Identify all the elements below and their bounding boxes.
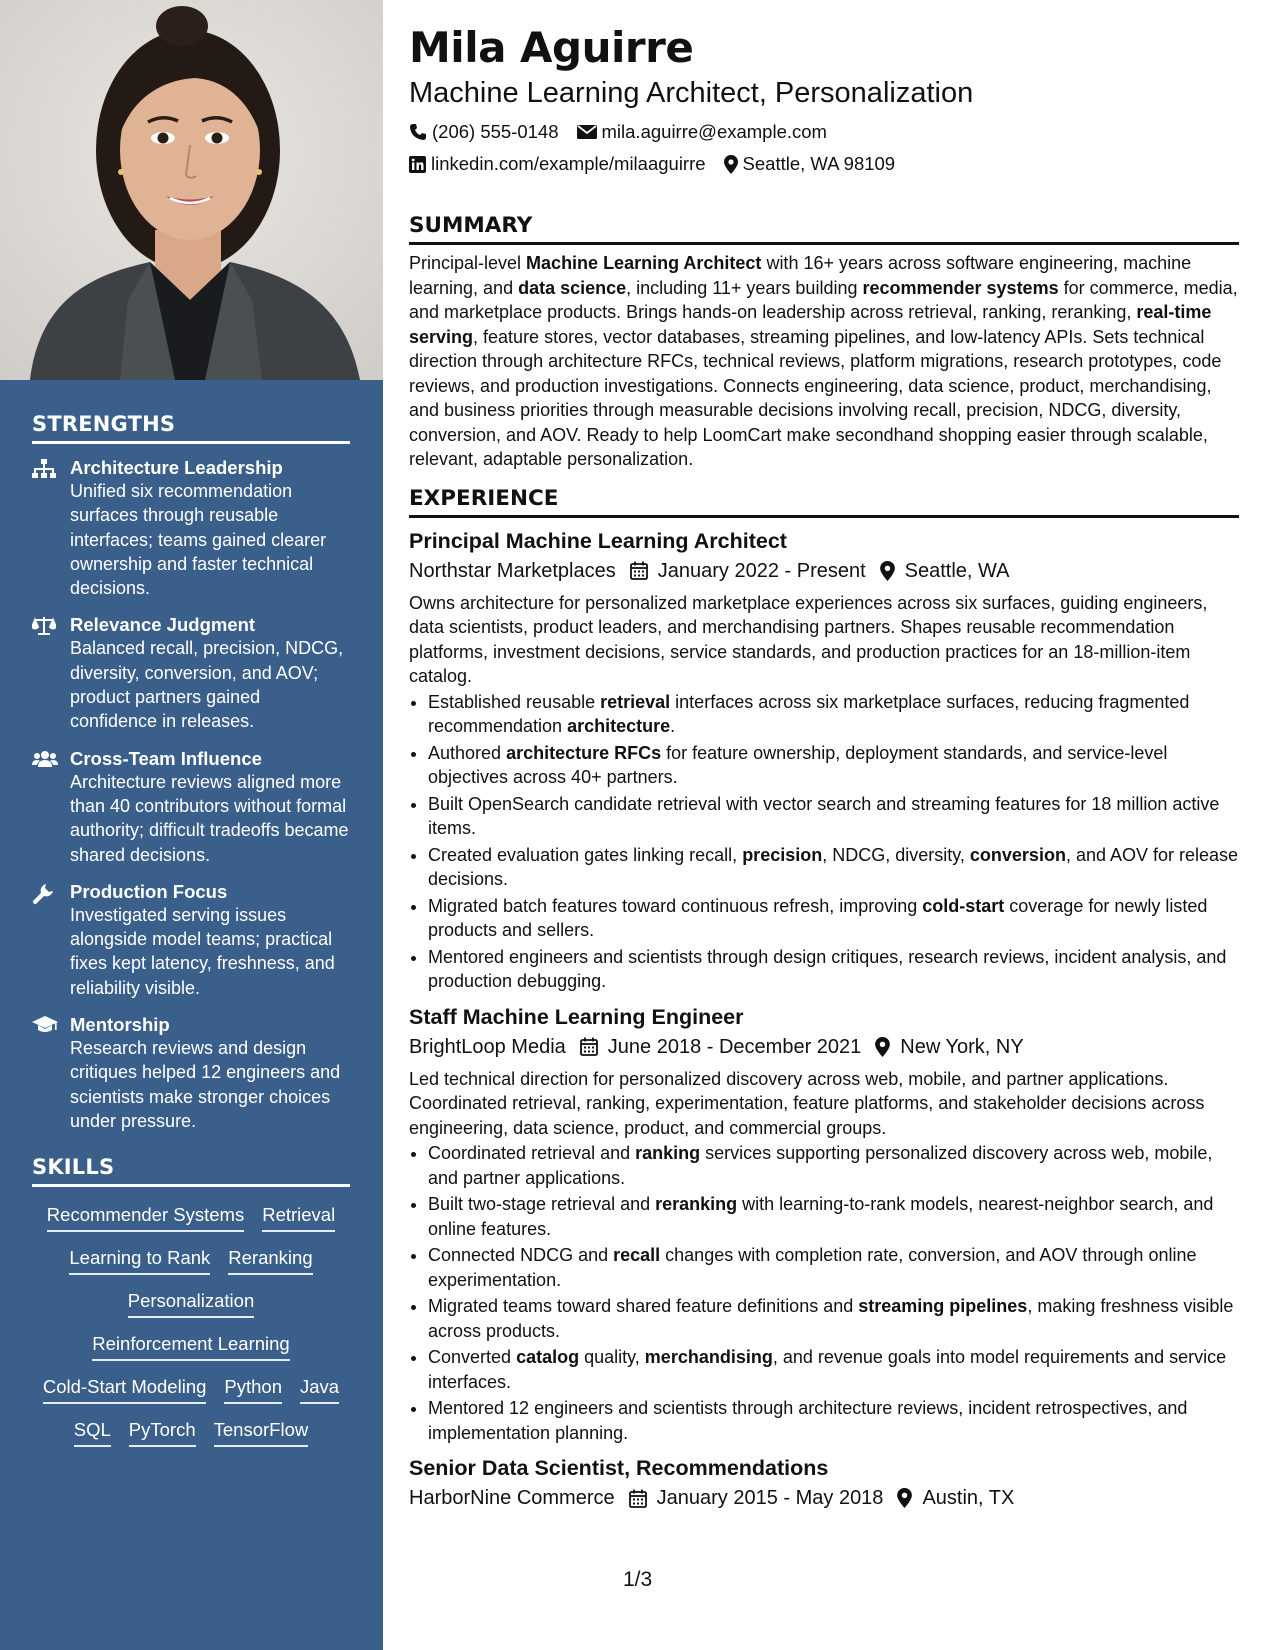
strengths-heading: STRENGTHS (32, 412, 350, 444)
skill-tag: SQL (74, 1418, 111, 1447)
profile-photo (0, 0, 383, 380)
skill-tag: Java (300, 1375, 339, 1404)
bold-text: catalog (516, 1347, 580, 1367)
graduation-cap-icon (32, 1013, 70, 1133)
text-segment: , and revenue goals into model requirements and service interfaces. (428, 1347, 1227, 1392)
job-meta (409, 1483, 1239, 1513)
text-segment: coverage for newly listed products and sellers. (428, 895, 1208, 940)
text-segment: , including 11+ years building (626, 277, 863, 298)
job-bullet (428, 1345, 1239, 1394)
bold-text: merchandising (644, 1347, 773, 1367)
job-location: New York, NY (875, 1032, 1023, 1062)
map-marker-icon (880, 561, 895, 581)
strength-title: Architecture Leadership (70, 457, 283, 478)
job-title: Principal Machine Learning Architect (409, 528, 787, 553)
text-segment: with 16+ years across software engineering, machine learning, and (409, 253, 1192, 298)
skill-tag: Reranking (228, 1246, 312, 1275)
sidebar (0, 0, 383, 1650)
strength-title: Cross-Team Influence (70, 747, 262, 769)
text-segment: , and AOV for release decisions. (428, 844, 1239, 889)
sitemap-icon (32, 456, 70, 600)
text-segment: . (670, 716, 676, 736)
strength-desc: Unified six recommendation surfaces through reusable interfaces; teams gained clearer ownership and faster technical decisions. (70, 481, 327, 599)
bold-text: retrieval (600, 691, 671, 712)
calendar-icon (580, 1037, 598, 1056)
text-segment: Migrated teams toward shared feature definitions and (428, 1296, 859, 1316)
text-segment: changes with completion rate, conversion, and AOV through online experimentation. (428, 1245, 1197, 1290)
wrench-icon (32, 880, 70, 1000)
candidate-title: Machine Learning Architect, Personalization (409, 77, 974, 109)
job-description: Owns architecture for personalized marketplace experiences across six surfaces, guiding engineers, data scientists, product leaders, and merchandising partners. Shapes reusable recommendation platforms, investment decisions, service standards, and production practices for an 18-million-item catalog. (409, 592, 1208, 686)
job-bullet (428, 1192, 1239, 1241)
job-dates: June 2018 - December 2021 (580, 1032, 862, 1062)
bold-text: precision (742, 844, 823, 865)
job-bullet (428, 792, 1239, 841)
job-entry (409, 1002, 1239, 1446)
text-segment: Migrated batch features toward continuous refresh, improving (428, 895, 923, 916)
strength-item (32, 613, 350, 733)
sidebar-content (32, 412, 350, 1461)
text-segment: , NDCG, diversity, (822, 844, 970, 865)
users-icon (32, 747, 70, 867)
strength-desc: Research reviews and design critiques helped 12 engineers and scientists make stronger choices under pressure. (70, 1038, 341, 1131)
text-segment: for feature ownership, deployment standards, and service-level objectives across 40+ partners. (428, 742, 1168, 787)
bold-text: reranking (655, 1194, 738, 1214)
text-segment: Built OpenSearch candidate retrieval with vector search and streaming features for 18 million active items. (428, 793, 1220, 838)
calendar-icon (630, 561, 648, 580)
candidate-name: Mila Aguirre (409, 23, 694, 72)
company-name: Northstar Marketplaces (409, 559, 616, 582)
job-bullet (428, 1141, 1239, 1190)
linkedin-contact[interactable] (409, 148, 706, 180)
strength-item (32, 456, 350, 600)
job-bullet (428, 843, 1239, 892)
text-segment: Principal-level (409, 253, 527, 273)
job-bullet (428, 1243, 1239, 1292)
strength-item (32, 1013, 350, 1133)
skill-tag: Python (224, 1375, 282, 1404)
bold-text: recall (613, 1245, 661, 1265)
experience-heading: EXPERIENCE (409, 486, 1239, 518)
strength-title: Mentorship (70, 1014, 170, 1036)
linkedin-icon (409, 156, 426, 173)
map-marker-icon (897, 1488, 912, 1508)
phone-contact[interactable] (409, 116, 559, 148)
email-address: mila.aguirre@example.com (601, 121, 827, 142)
text-segment: Established reusable (428, 691, 601, 712)
summary-text (409, 251, 1239, 472)
skill-tag: Retrieval (262, 1203, 335, 1232)
bold-text: Machine Learning Architect (526, 253, 762, 273)
strength-title: Relevance Judgment (70, 614, 256, 636)
contact-row (409, 116, 1239, 148)
map-marker-icon (875, 1037, 890, 1057)
job-title: Staff Machine Learning Engineer (409, 1004, 744, 1029)
job-bullet (428, 1396, 1239, 1445)
text-segment: Connected NDCG and (428, 1245, 614, 1265)
location-contact (724, 148, 896, 180)
job-bullet (428, 945, 1239, 994)
bold-text: architecture RFCs (506, 742, 662, 763)
text-segment: quality, (579, 1347, 645, 1367)
summary-heading: SUMMARY (409, 213, 1239, 245)
text-segment: Coordinated retrieval and (428, 1143, 636, 1163)
job-entry (409, 1453, 1239, 1513)
skills-list (32, 1203, 350, 1447)
skill-tag: Recommender Systems (47, 1203, 244, 1232)
text-segment: Built two-stage retrieval and (428, 1194, 656, 1214)
strength-item (32, 880, 350, 1000)
bold-text: recommender systems (862, 277, 1059, 298)
text-segment: interfaces across six marketplace surfaces, reducing fragmented recommendation (428, 691, 1190, 736)
linkedin-url: linkedin.com/example/milaaguirre (431, 153, 706, 174)
job-bullet (428, 690, 1239, 739)
company-name: BrightLoop Media (409, 1035, 566, 1058)
strength-title: Production Focus (70, 880, 228, 902)
phone-icon (409, 123, 427, 141)
strength-desc: Investigated serving issues alongside model teams; practical fixes kept latency, freshness, and reliability visible. (70, 904, 335, 998)
job-bullet (428, 894, 1239, 943)
location-text: Seattle, WA 98109 (742, 153, 896, 174)
text-segment: Created evaluation gates linking recall, (428, 844, 743, 865)
balance-scale-icon (32, 613, 70, 733)
text-segment: Mentored 12 engineers and scientists through architecture reviews, incident retrospectives, and implementation planning. (428, 1398, 1188, 1443)
job-title: Senior Data Scientist, Recommendations (409, 1456, 829, 1480)
envelope-icon (577, 124, 597, 140)
skill-tag: Learning to Rank (69, 1246, 210, 1275)
calendar-icon (629, 1489, 647, 1508)
job-location: Seattle, WA (880, 556, 1010, 586)
company-name: HarborNine Commerce (409, 1487, 615, 1509)
job-dates: January 2015 - May 2018 (629, 1483, 884, 1513)
job-location: Austin, TX (897, 1483, 1014, 1513)
job-meta (409, 556, 1239, 586)
text-segment: services supporting personalized discovery across web, mobile, and partner applications. (428, 1143, 1213, 1188)
bold-text: conversion (969, 844, 1066, 865)
text-segment: Authored (428, 742, 507, 763)
map-marker-icon (724, 155, 738, 174)
job-bullet (428, 741, 1239, 790)
contact-row (409, 148, 1239, 180)
skill-tag: Reinforcement Learning (92, 1332, 289, 1361)
text-segment: , making freshness visible across products. (428, 1296, 1234, 1341)
strength-desc: Architecture reviews aligned more than 40 contributors without formal authority; difficult tradeoffs became shared decisions. (70, 771, 349, 865)
main-content (409, 20, 1239, 1518)
phone-number: (206) 555-0148 (432, 121, 559, 142)
text-segment: Mentored engineers and scientists through design critiques, research reviews, incident analysis, and production debugging. (428, 946, 1227, 991)
bold-text: ranking (635, 1143, 701, 1163)
bold-text: architecture (567, 716, 671, 736)
job-description: Led technical direction for personalized discovery across web, mobile, and partner applications. Coordinated retrieval, ranking, experimentation, feature platforms, and stakeholder decisions across engineering, data science, product, and commercial groups. (409, 1068, 1205, 1138)
job-bullet (428, 1294, 1239, 1343)
bold-text: streaming pipelines (858, 1296, 1028, 1316)
experience-list (409, 526, 1239, 1514)
skill-tag: PyTorch (129, 1418, 196, 1447)
job-dates: January 2022 - Present (630, 556, 866, 586)
bold-text: cold-start (922, 895, 1005, 916)
job-bullets (409, 690, 1239, 994)
text-segment: with learning-to-rank models, nearest-neighbor search, and online features. (428, 1194, 1214, 1239)
text-segment: for commerce, media, and marketplace products. Brings hands-on leadership across retrieval, ranking, reranking, (409, 277, 1238, 322)
job-entry (409, 526, 1239, 994)
strength-item (32, 747, 350, 867)
skill-tag: Cold-Start Modeling (43, 1375, 207, 1404)
email-contact[interactable] (577, 116, 827, 148)
strength-desc: Balanced recall, precision, NDCG, diversity, conversion, and AOV; product partners gained confidence in releases. (70, 638, 344, 732)
bold-text: data science (518, 277, 627, 298)
skill-tag: Personalization (128, 1289, 255, 1318)
text-segment: , feature stores, vector databases, streaming pipelines, and low-latency APIs. Sets technical direction through architecture RFCs, technical reviews, platform migrations, research prototypes, code reviews, and production investigations. Connects engineering, data science, product, merchandising, and business priorities through measurable decisions involving recall, precision, NDCG, diversity, conversion, and AOV. Ready to help LoomCart make secondhand shopping easier through scalable, relevant, adaptable personalization. (409, 326, 1222, 469)
bold-text: real-time serving (409, 302, 1212, 347)
job-meta (409, 1032, 1239, 1062)
page-indicator: 1/3 (623, 1568, 653, 1591)
job-bullets (409, 1141, 1239, 1445)
skill-tag: TensorFlow (214, 1418, 309, 1447)
skills-heading: SKILLS (32, 1155, 350, 1187)
text-segment: Converted (428, 1347, 517, 1367)
